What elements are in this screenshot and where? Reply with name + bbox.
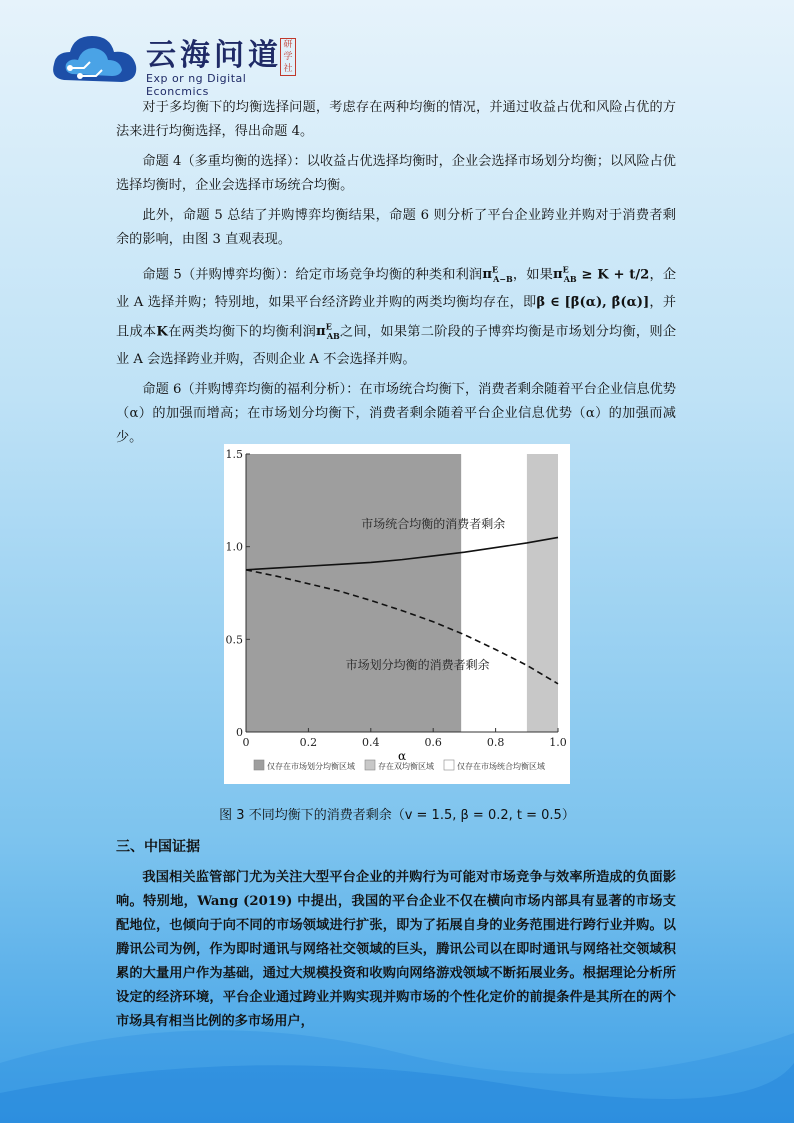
series-label-0: 市场统合均衡的消费者剩余 [361, 517, 506, 532]
legend-entry: 仅存在市场划分均衡区域 [267, 762, 355, 771]
p5-text-a: 命题 5（并购博弈均衡）：给定市场竞争均衡的种类和利润 [142, 267, 483, 283]
legend-swatch [444, 760, 454, 770]
figure-3 [224, 444, 570, 784]
p5-text-b: ，如果 [512, 267, 553, 283]
paragraph-proposition-4: 命题 4（多重均衡的选择）：以收益占优选择均衡时，企业会选择市场划分均衡；以风险占优选择均衡时，企业会选择市场统合均衡。 [116, 154, 676, 193]
math-inequality: ≥ K + t/2 [576, 267, 650, 283]
logo-seal: 研学社 [280, 38, 296, 76]
y-tick-label: 0.5 [225, 633, 243, 647]
legend-swatch [254, 760, 264, 770]
p5-text-c: ，企业 A 选择并购；特别地，如果平台经济跨业并购的两类均衡均存在，即 [116, 267, 677, 311]
paragraph-3: 此外，命题 5 总结了并购博弈均衡结果，命题 6 则分析了平台企业跨业并购对于消费者剩余的影响，由图 3 直观表现。 [116, 208, 676, 247]
legend-swatch [365, 760, 375, 770]
logo [50, 28, 310, 98]
legend-entry: 存在双均衡区域 [378, 762, 434, 771]
section-3-paragraph: 我国相关监管部门尤为关注大型平台企业的并购行为可能对市场竞争与效率所造成的负面影响。特别地，Wang (2019) 中提出，我国的平台企业不仅在横向市场内部具有显著的市场支配地位，也倾向于向不同的市场领域进行扩张，即为了拓展自身的业务范围进行跨行业并购。以腾讯公司为例，作为即时通讯与网络社交领域的巨头，腾讯公司以在即时通讯与网络社交领域积累的大量用户作为基础，通过大规模投资和收购向网络游戏领域不断拓展业务。根据理论分析所设定的经济环境，平台企业通过跨业并购实现并购市场的个性化定价的前提条件是其所在的两个市场具有相当比例的多市场用户， [116, 870, 676, 1029]
p5-text-f: 之间，如果第二阶段的子博弈均衡是市场划分均衡，则企业 A 会选择跨业并购，否则企业 A 不会选择并购。 [116, 324, 677, 368]
body-text-bottom [116, 866, 676, 1040]
math-beta-interval: β ∈ [β̄(α), β̂(α)] [536, 295, 650, 311]
x-tick-label: 1.0 [549, 736, 567, 749]
x-axis-label: α [397, 749, 407, 763]
math-pi-a-b: $\pi^E_{A-B}$ [482, 265, 513, 285]
series-label-1: 市场划分均衡的消费者剩余 [345, 657, 490, 672]
x-tick-label: 0.4 [362, 736, 380, 749]
p5-text-e: 在两类均衡下的均衡利润 [167, 324, 317, 340]
x-tick-label: 0.2 [299, 736, 318, 749]
x-tick-label: 0.8 [486, 736, 505, 749]
p5-text-d: ，并且成本 [116, 295, 677, 340]
consumer-surplus-chart [224, 444, 570, 784]
x-tick-label: 0.6 [424, 736, 442, 749]
math-pi-ab: $\pi^E_{AB}$ [552, 265, 577, 285]
math-pi-ab-2: $\pi^E_{AB}$ [316, 322, 340, 342]
region-2 [461, 454, 527, 732]
logo-title: 云海问道 [146, 38, 282, 73]
math-k: K [156, 324, 168, 340]
legend-entry: 仅存在市场统合均衡区域 [457, 762, 545, 771]
paragraph-1: 对于多均衡下的均衡选择问题，考虑存在两种均衡的情况，并通过收益占优和风险占优的方法来进行均衡选择，得出命题 4。 [116, 100, 676, 139]
body-text-top [116, 96, 676, 456]
paragraph-proposition-5 [116, 258, 676, 372]
region-0 [246, 454, 461, 732]
y-tick-label: 1.5 [225, 448, 243, 461]
figure-caption: 图 3 不同均衡下的消费者剩余（v = 1.5, β = 0.2, t = 0.5） [219, 808, 575, 823]
y-tick-label: 1.0 [225, 540, 243, 554]
logo-subtitle: Exp or ng Digital Econcmics [146, 72, 247, 98]
x-tick-label: 0 [242, 736, 250, 749]
paragraph-proposition-6: 命题 6（并购博弈均衡的福利分析）：在市场统合均衡下，消费者剩余随着平台企业信息优势（α）的加强而增高；在市场划分均衡下，消费者剩余随着平台企业信息优势（α）的加强而减少。 [116, 382, 676, 446]
cloud-logo-icon [50, 28, 142, 88]
y-tick-label: 0 [236, 726, 243, 739]
region-1 [527, 454, 558, 732]
section-title: 三、中国证据 [116, 839, 200, 855]
